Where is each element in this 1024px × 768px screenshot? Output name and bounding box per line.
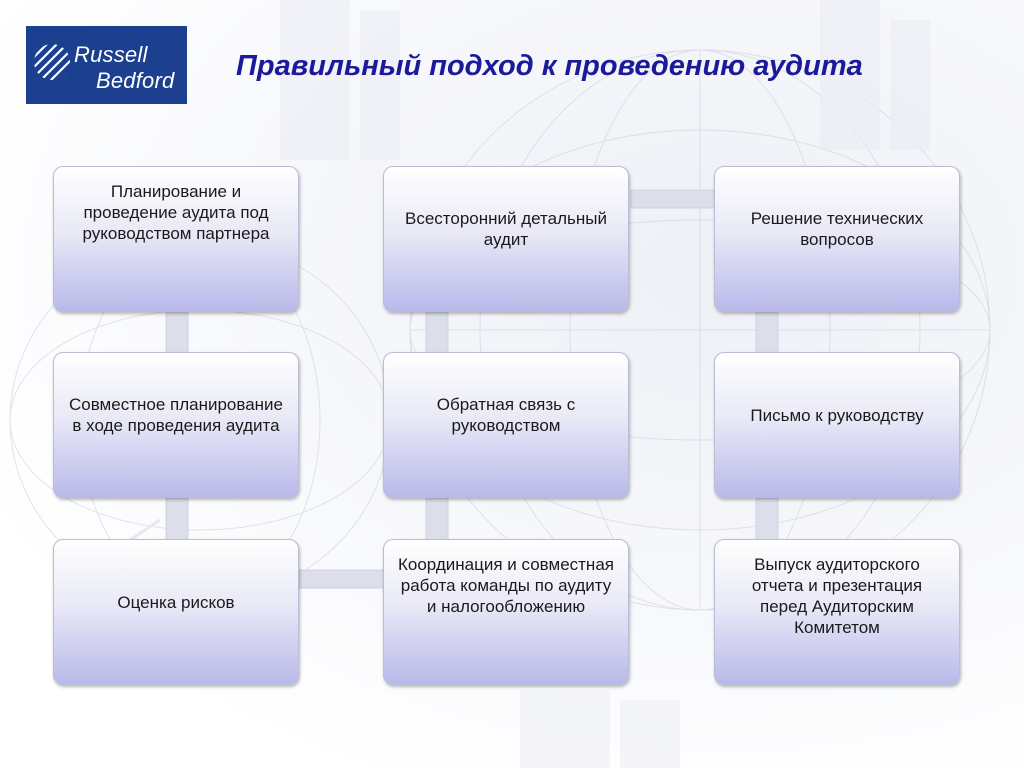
connector-c1-r2-r3 [166, 498, 188, 540]
connector-c3-r1-r2 [756, 312, 778, 354]
step-label: Выпуск аудиторского отчета и презентация перед Аудиторским Комитетом [751, 555, 923, 637]
step-label: Планирование и проведение аудита под руководством партнера [82, 182, 270, 243]
step-label: Координация и совместная работа команды по аудиту и налогообложению [398, 555, 614, 616]
step-box-technical-issues [714, 166, 960, 312]
step-box-management-letter [714, 352, 960, 498]
step-label: Решение технических вопросов [750, 209, 924, 249]
connector-c3-r2-r3 [756, 498, 778, 540]
step-box-risk-assessment [53, 539, 299, 685]
step-label: Совместное планирование в ходе проведения аудита [68, 395, 284, 435]
connector-c1r3-c2r3 [299, 570, 385, 588]
step-box-audit-report [714, 539, 960, 685]
step-box-planning [53, 166, 299, 312]
step-box-detailed-audit [383, 166, 629, 312]
logo-text-line1: Russell [74, 42, 148, 67]
step-box-joint-planning [53, 352, 299, 498]
page-title: Правильный подход к проведению аудита [236, 50, 863, 82]
step-box-team-coordination [383, 539, 629, 685]
connector-c2r1-c3r1 [631, 190, 717, 208]
step-label: Письмо к руководству [750, 405, 924, 425]
logo-text-line2: Bedford [96, 68, 175, 93]
step-label: Обратная связь с руководством [436, 395, 576, 435]
step-box-management-feedback [383, 352, 629, 498]
connector-c2-r3-r2 [426, 498, 448, 540]
step-label: Всесторонний детальный аудит [405, 209, 607, 249]
connector-c2-r2-r1 [426, 312, 448, 354]
step-label: Оценка рисков [117, 592, 235, 612]
connector-c1-r1-r2 [166, 312, 188, 354]
